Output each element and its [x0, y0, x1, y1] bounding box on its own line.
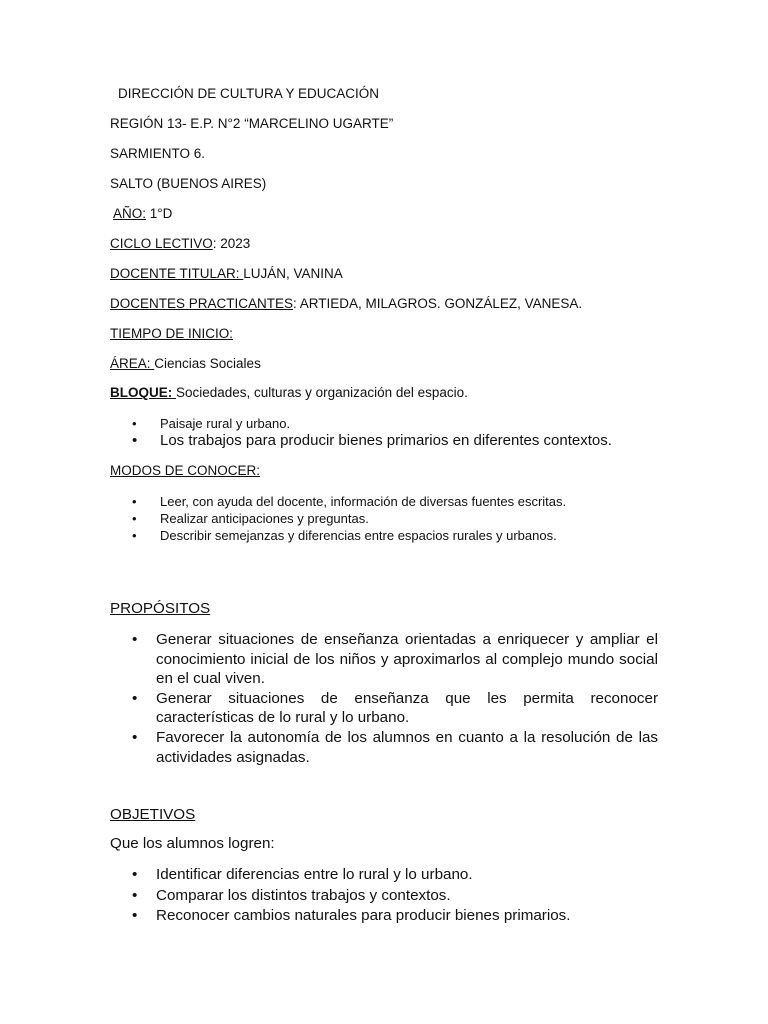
- list-item: • Generar situaciones de enseñanza orientadas a enriquecer y ampliar el conocimiento inicial de los niños y aproximarlos al complejo mundo social en el cual viven.: [132, 631, 658, 688]
- bullet-icon: •: [132, 416, 137, 431]
- bloque-list: [110, 416, 612, 450]
- anio-line: [113, 206, 172, 222]
- docente-line: [110, 266, 343, 282]
- propositos-list: [110, 630, 658, 767]
- practicantes-line: [110, 296, 582, 312]
- objetivos-title: OBJETIVOS: [110, 806, 196, 823]
- heading-direccion: DIRECCIÓN DE CULTURA Y EDUCACIÓN: [118, 86, 380, 101]
- list-item: • Favorecer la autonomía de los alumnos en cuanto a la resolución de las actividades asignadas.: [132, 728, 658, 766]
- bullet-icon: •: [132, 528, 137, 543]
- list-item: • Realizar anticipaciones y preguntas.: [132, 511, 369, 526]
- area-line: [110, 356, 261, 372]
- ciclo-value: : 2023: [212, 236, 251, 251]
- ciclo-line: [110, 236, 250, 252]
- objetivos-list: [110, 865, 658, 927]
- modos-list: [110, 493, 566, 544]
- bullet-icon: •: [132, 689, 138, 707]
- area-value: Ciencias Sociales: [154, 356, 261, 371]
- bullet-icon: •: [132, 432, 138, 449]
- list-item: • Paisaje rural y urbano.: [132, 416, 291, 431]
- bullet-icon: •: [132, 907, 138, 924]
- area-label: ÁREA:: [110, 356, 155, 371]
- docente-label: DOCENTE TITULAR:: [110, 266, 244, 281]
- tiempo-label: TIEMPO DE INICIO:: [110, 326, 234, 341]
- anio-label: AÑO:: [113, 206, 147, 221]
- list-item: • Los trabajos para producir bienes primarios en diferentes contextos.: [132, 432, 612, 449]
- objetivos-intro: Que los alumnos logren:: [110, 835, 275, 852]
- propositos-title: PROPÓSITOS: [110, 600, 211, 617]
- modos-title: MODOS DE CONOCER:: [110, 463, 261, 478]
- bullet-icon: •: [132, 511, 137, 526]
- ciclo-label: CICLO LECTIVO: [110, 236, 213, 251]
- city-line: SALTO (BUENOS AIRES): [110, 176, 267, 191]
- bullet-icon: •: [132, 866, 138, 883]
- practicantes-label: DOCENTES PRACTICANTES: [110, 296, 294, 311]
- region-line: REGIÓN 13- E.P. N°2 “MARCELINO UGARTE”: [110, 116, 394, 131]
- list-item: • Generar situaciones de enseñanza que les permita reconocer características de lo rural y lo urbano.: [132, 689, 658, 727]
- list-item: • Reconocer cambios naturales para producir bienes primarios.: [110, 906, 658, 927]
- bullet-icon: •: [132, 886, 138, 904]
- address-line: SARMIENTO 6.: [110, 146, 206, 161]
- bullet-icon: •: [132, 728, 138, 746]
- list-item: • Leer, con ayuda del docente, información de diversas fuentes escritas.: [132, 494, 567, 509]
- bloque-label: BLOQUE:: [110, 385, 176, 400]
- list-item: • Identificar diferencias entre lo rural y lo urbano.: [110, 865, 658, 886]
- docente-value: LUJÁN, VANINA: [243, 266, 343, 281]
- bloque-value: Sociedades, culturas y organización del espacio.: [176, 385, 468, 400]
- list-item: • Comparar los distintos trabajos y contextos.: [110, 886, 658, 907]
- bullet-icon: •: [132, 631, 138, 648]
- anio-value: 1°D: [146, 206, 173, 221]
- list-item: • Describir semejanzas y diferencias entre espacios rurales y urbanos.: [132, 528, 557, 543]
- bullet-icon: •: [132, 494, 137, 509]
- bloque-line: [110, 385, 468, 401]
- practicantes-value: : ARTIEDA, MILAGROS. GONZÁLEZ, VANESA.: [293, 296, 583, 311]
